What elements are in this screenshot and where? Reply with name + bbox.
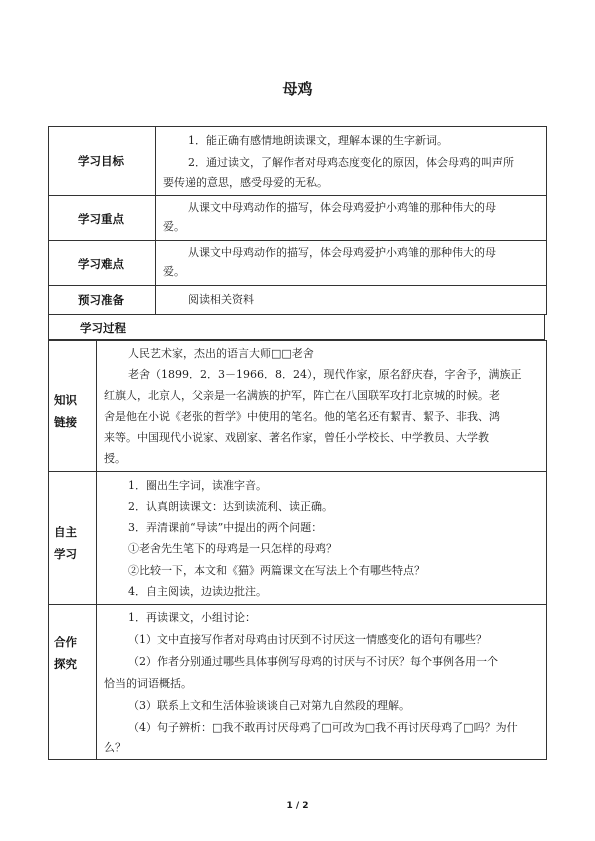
row-divider [48,604,547,605]
key-line-1: 从课文中母鸡动作的描写，体会母鸡爱护小鸡雏的那种伟大的母 [188,201,496,214]
explore-line-1: 1．再读课文，小组讨论： [128,611,256,624]
knowledge-line-6: 授。 [104,452,126,465]
knowledge-line-3: 红旗人，北京人，父亲是一名满族的护军，阵亡在八国联军攻打北京城的时候。老 [104,389,500,402]
prep-line-1: 阅读相关资料 [188,293,254,306]
info-table-divider [155,126,156,315]
row-divider [48,240,547,241]
knowledge-line-5: 来等。中国现代小说家、戏剧家、著名作家，曾任小学校长、中学教员、大学教 [104,431,489,444]
goals-line-2: 2．通过读文，了解作者对母鸡态度变化的原因，体会母鸡的叫声所 [188,156,514,169]
goals-line-1: 1．能正确有感情地朗读课文，理解本课的生字新词。 [188,134,448,147]
goals-line-3: 要传递的意思，感受母爱的无私。 [163,176,328,189]
explore-line-2: （1）文中直接写作者对母鸡由讨厌到不讨厌这一情感变化的语句有哪些？ [128,633,487,646]
knowledge-label-1: 知识 [54,393,77,407]
row-divider [48,285,547,286]
key-line-2: 爱。 [163,220,185,233]
selfstudy-label-2: 学习 [54,547,77,561]
goals-label: 学习目标 [78,154,124,168]
selfstudy-line-6: 4．自主阅读，边读边批注。 [128,585,267,598]
knowledge-line-1: 人民艺术家，杰出的语言大师□□老舍 [128,347,314,360]
process-table-divider [96,340,97,760]
row-divider [48,471,547,472]
difficult-label: 学习难点 [78,257,124,271]
prep-label: 预习准备 [78,293,124,307]
page-number: 1 / 2 [286,801,309,811]
explore-label-2: 探究 [54,657,77,671]
explore-line-3: （2）作者分别通过哪些具体事例写母鸡的讨厌与不讨厌？每个事例各用一个 [128,655,498,668]
explore-line-5: （3）联系上文和生活体验谈谈自己对第九自然段的理解。 [128,699,410,712]
knowledge-label-2: 链接 [54,415,77,429]
difficult-line-1: 从课文中母鸡动作的描写，体会母鸡爱护小鸡雏的那种伟大的母 [188,246,496,259]
explore-label-1: 合作 [54,635,77,649]
selfstudy-line-2: 2．认真朗读课文：达到读流利、读正确。 [128,500,333,513]
explore-line-4: 恰当的词语概括。 [104,677,192,690]
selfstudy-line-1: 1．圈出生字词，读准字音。 [128,479,267,492]
key-label: 学习重点 [78,212,124,226]
selfstudy-label-1: 自主 [54,525,77,539]
knowledge-line-2: 老舍（1899．2．3－1966．8．24），现代作家，原名舒庆春，字舍予，满族正 [128,368,522,381]
process-label: 学习过程 [80,321,126,335]
explore-line-7: 么？ [104,741,126,754]
selfstudy-line-4: ①老舍先生笔下的母鸡是一只怎样的母鸡？ [128,542,337,555]
page-title: 母鸡 [282,80,313,98]
row-divider [48,195,547,196]
knowledge-line-4: 舍是他在小说《老张的哲学》中使用的笔名。他的笔名还有絜青、絜予、非我、鸿 [104,410,500,423]
selfstudy-line-5: ②比较一下，本文和《猫》两篇课文在写法上个有哪些特点？ [128,564,425,577]
difficult-line-2: 爱。 [163,265,185,278]
explore-line-6: （4）句子辨析：□我不敢再讨厌母鸡了□可改为□我不再讨厌母鸡了□吗？为什 [128,721,518,734]
selfstudy-line-3: 3．弄清课前“导读”中提出的两个问题： [128,521,323,534]
